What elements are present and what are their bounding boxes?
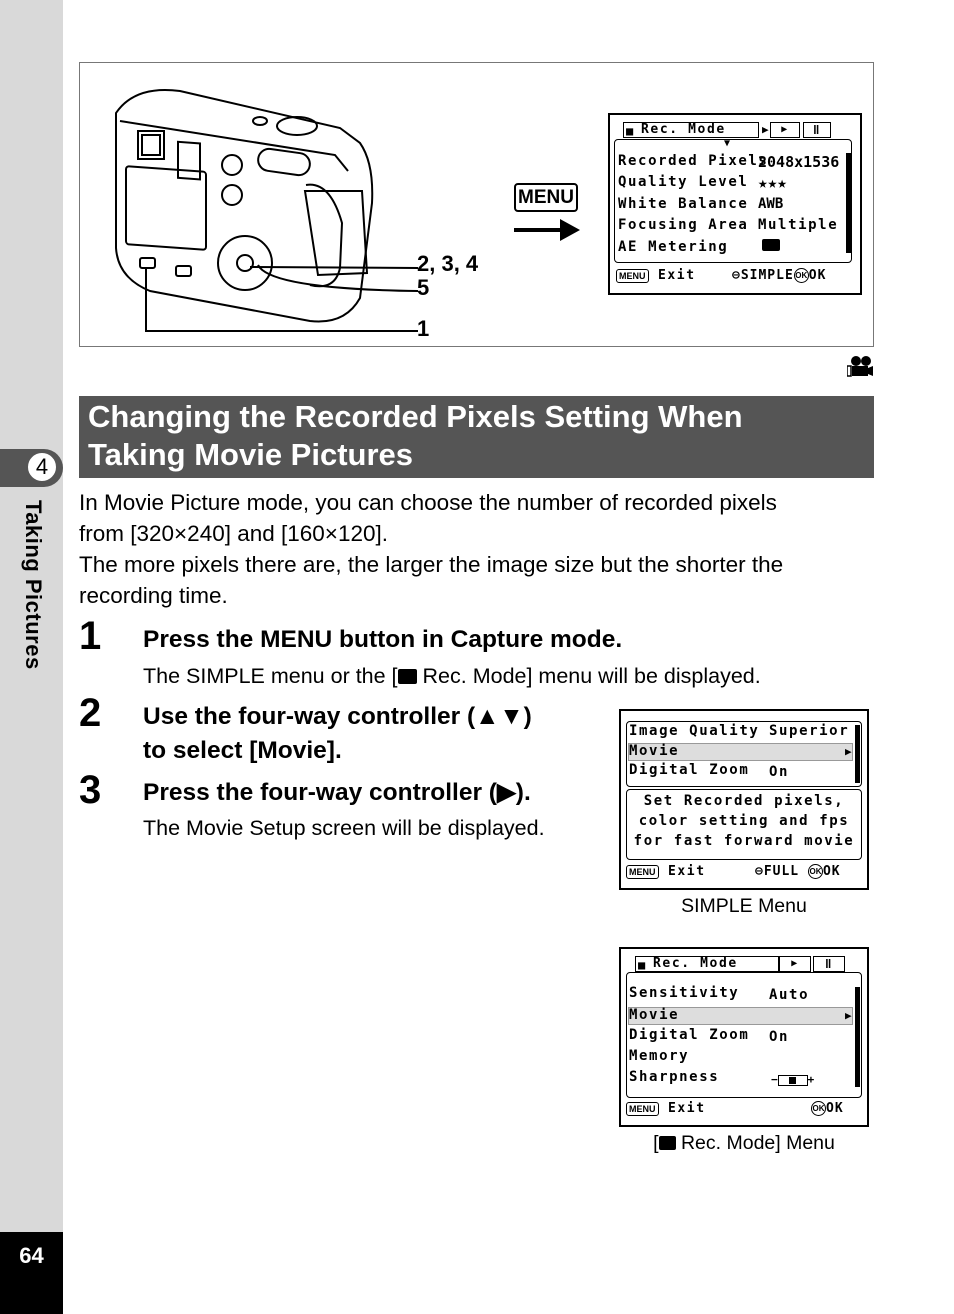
menu-key-icon: MENU	[616, 269, 649, 283]
scrollbar	[846, 153, 851, 253]
step-1-note: The SIMPLE menu or the [ Rec. Mode] menu will be displayed.	[143, 664, 761, 688]
page-number: 64	[0, 1232, 63, 1314]
submenu-arrow-icon: ▶	[845, 1009, 854, 1022]
ae-metering-icon	[762, 239, 780, 251]
scrollbar	[855, 987, 860, 1087]
zoom-icon: ⊖	[755, 864, 764, 879]
callout-5: 5	[417, 275, 430, 300]
down-pointer-icon: ▼	[724, 138, 732, 149]
playback-tab-icon: ▶	[770, 122, 800, 138]
camera-icon: ■	[638, 958, 647, 972]
rec-mode-tab: ■ Rec. Mode	[635, 956, 779, 972]
sharpness-slider-icon: − +	[771, 1073, 815, 1086]
chapter-number: 4	[26, 451, 58, 483]
ok-icon: OK	[808, 864, 823, 879]
help-text: Set Recorded pixels, color setting and fps for fast forward movie	[633, 793, 855, 849]
step-2-number: 2	[79, 691, 102, 735]
camera-icon	[659, 1136, 676, 1150]
camera-icon: ■	[626, 124, 635, 138]
intro-paragraph: In Movie Picture mode, you can choose the number of recorded pixels from [320×240] and [160×120]. The more pixels there are, the larger the image size but the shorter the recording time.	[79, 490, 784, 608]
camera-illustration	[80, 63, 500, 346]
scrollbar	[855, 725, 860, 783]
ok-icon: OK	[811, 1101, 826, 1116]
movie-mode-icon	[847, 355, 873, 377]
step-3-number: 3	[79, 768, 102, 812]
arrow-right-icon	[512, 215, 582, 245]
step-3-note: The Movie Setup screen will be displayed.	[143, 816, 545, 840]
menu-key-icon: MENU	[626, 865, 659, 879]
section-heading: Changing the Recorded Pixels Setting When Taking Movie Pictures	[79, 396, 874, 478]
chapter-label: Taking Pictures	[21, 500, 46, 670]
rec-mode-menu-caption: [ Rec. Mode] Menu	[653, 1132, 835, 1154]
setup-tab-icon: ǁ	[803, 122, 831, 138]
step-1-number: 1	[79, 614, 102, 658]
submenu-arrow-icon: ▶	[845, 745, 854, 758]
step-2-title: Use the four-way controller (▲▼) to select [Movie].	[143, 703, 532, 764]
playback-tab-icon: ▶	[779, 956, 811, 972]
simple-menu-screen: Image Quality Superior Movie ▶ Digital Zoom On Set Recorded pixels, color setting and fps for fast forward movie MENU Exit ⊖FULL OK OK	[619, 709, 869, 890]
rec-mode-menu-screen: ■ Rec. Mode ▶ ǁ Sensitivity Auto Movie ▶ Digital Zoom On Memory Sharpness − + MENU Exit OK OK	[619, 947, 869, 1127]
callout-1: 1	[417, 316, 430, 341]
camera-icon	[398, 669, 417, 684]
camera-figure	[79, 62, 874, 347]
simple-menu-caption: SIMPLE Menu	[681, 895, 807, 917]
rec-mode-lcd-screen: ■ Rec. Mode ▶ ▶ ǁ ▼ Recorded Pixels 2048x1536 Quality Level ★★★ White Balance AWB Focusing Area Multiple AE Metering MENU Exit ⊖SIMPLE OK OK	[608, 113, 862, 295]
ok-icon: OK	[794, 268, 809, 283]
step-1-title: Press the MENU button in Capture mode.	[143, 626, 623, 653]
rec-mode-tab: ■ Rec. Mode	[623, 122, 759, 138]
menu-button-icon: MENU	[514, 183, 578, 212]
zoom-icon: ⊖	[732, 268, 741, 283]
setup-tab-icon: ǁ	[813, 956, 845, 972]
callout-2-3-4: 2, 3, 4	[417, 251, 479, 276]
menu-key-icon: MENU	[626, 1102, 659, 1116]
step-3-title: Press the four-way controller (▶).	[143, 779, 531, 806]
tab-arrow-icon: ▶	[762, 123, 771, 136]
